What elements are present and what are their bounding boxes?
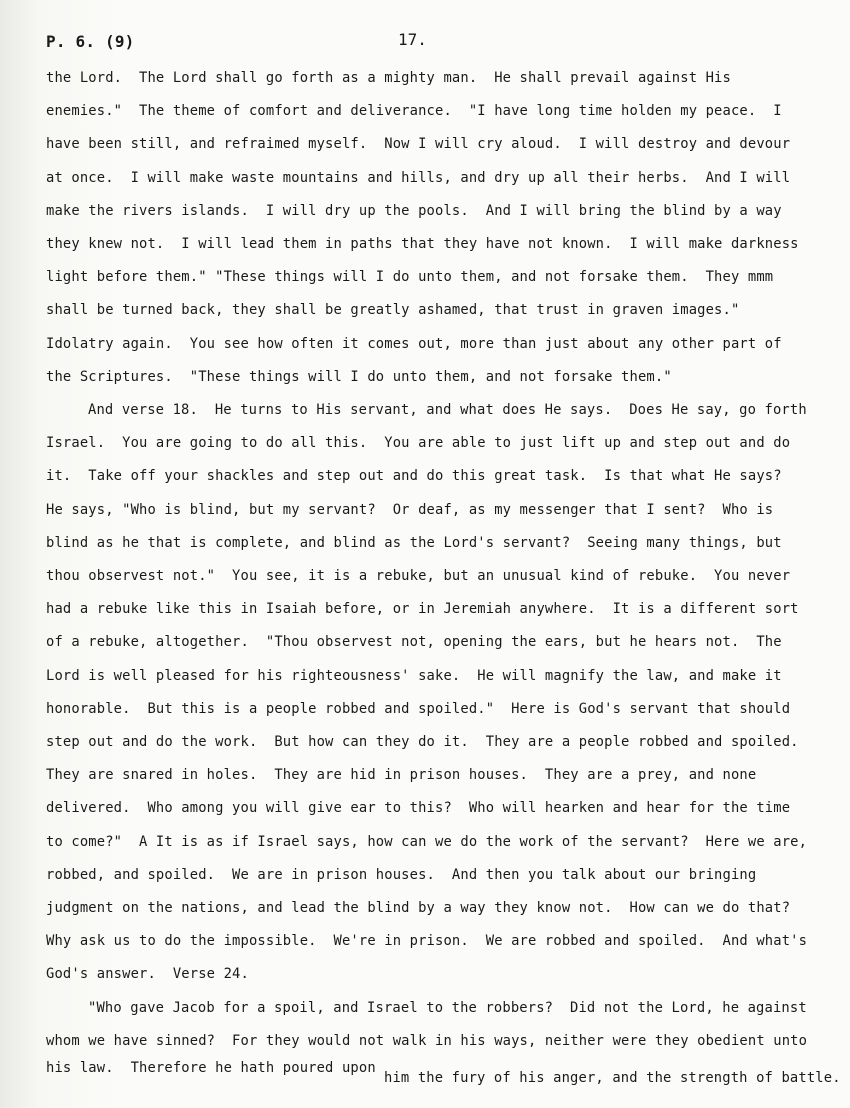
- text-line: whom we have sinned? For they would not walk in his ways, neither were they obedient unto: [46, 1032, 808, 1049]
- text-line: had a rebuke like this in Isaiah before, or in Jeremiah anywhere. It is a different sort: [46, 601, 799, 618]
- text-line: thou observest not." You see, it is a rebuke, but an unusual kind of rebuke. You never: [46, 568, 791, 585]
- text-line: honorable. But this is a people robbed and spoiled." Here is God's servant that should: [46, 700, 791, 717]
- text-line: the Lord. The Lord shall go forth as a mighty man. He shall prevail against His: [46, 70, 731, 86]
- last-line-left: his law. Therefore he hath poured upon: [46, 1060, 376, 1077]
- page-number: 17.: [398, 30, 427, 49]
- text-line: step out and do the work. But how can they do it. They are a people robbed and spoiled.: [46, 734, 799, 751]
- text-line: God's answer. Verse 24.: [46, 966, 249, 983]
- text-line: judgment on the nations, and lead the blind by a way they know not. How can we do that?: [46, 900, 791, 917]
- last-line: [46, 1058, 846, 1091]
- text-line: Why ask us to do the impossible. We're in prison. We are robbed and spoiled. And what's: [46, 933, 808, 950]
- body-text: [46, 62, 846, 1091]
- text-line: delivered. Who among you will give ear to this? Who will hearken and hear for the time: [46, 800, 791, 817]
- text-line: robbed, and spoiled. We are in prison houses. And then you talk about our bringing: [46, 866, 757, 883]
- paragraph-first-line: "Who gave Jacob for a spoil, and Israel to the robbers? Did not the Lord, he against: [88, 999, 807, 1016]
- text-line: Lord is well pleased for his righteousness' sake. He will magnify the law, and make it: [46, 667, 782, 684]
- text-line: He says, "Who is blind, but my servant? Or deaf, as my messenger that I sent? Who is: [46, 501, 774, 518]
- page-reference: P. 6. (9): [46, 32, 135, 51]
- text-line: blind as he that is complete, and blind as the Lord's servant? Seeing many things, but: [46, 534, 782, 551]
- text-line: it. Take off your shackles and step out and do this great task. Is that what He says?: [46, 468, 782, 485]
- last-line-right: him the fury of his anger, and the strength of battle.: [384, 1070, 841, 1087]
- text-line: Israel. You are going to do all this. You are able to just lift up and step out and do: [46, 435, 791, 452]
- text-line: They are snared in holes. They are hid in prison houses. They are a prey, and none: [46, 767, 757, 784]
- text-line: make the rivers islands. I will dry up the pools. And I will bring the blind by a way: [46, 202, 782, 219]
- text-line: the Scriptures. "These things will I do unto them, and not forsake them.": [46, 368, 672, 385]
- text-line: enemies." The theme of comfort and deliverance. "I have long time holden my peace. I: [46, 103, 782, 120]
- text-line: of a rebuke, altogether. "Thou observest not, opening the ears, but he hears not. The: [46, 634, 782, 651]
- text-line: to come?" A It is as if Israel says, how can we do the work of the servant? Here we are,: [46, 833, 808, 850]
- paragraph-first-line: And verse 18. He turns to His servant, and what does He says. Does He say, go forth: [88, 402, 807, 419]
- text-line: light before them." "These things will I do unto them, and not forsake them. They mmm: [46, 269, 774, 286]
- text-line: shall be turned back, they shall be greatly ashamed, that trust in graven images.": [46, 302, 740, 319]
- text-line: have been still, and refraimed myself. Now I will cry aloud. I will destroy and devour: [46, 136, 791, 153]
- text-line: at once. I will make waste mountains and hills, and dry up all their herbs. And I will: [46, 169, 791, 186]
- text-line: they knew not. I will lead them in paths that they have not known. I will make darkness: [46, 236, 799, 253]
- text-line: Idolatry again. You see how often it comes out, more than just about any other part of: [46, 335, 782, 352]
